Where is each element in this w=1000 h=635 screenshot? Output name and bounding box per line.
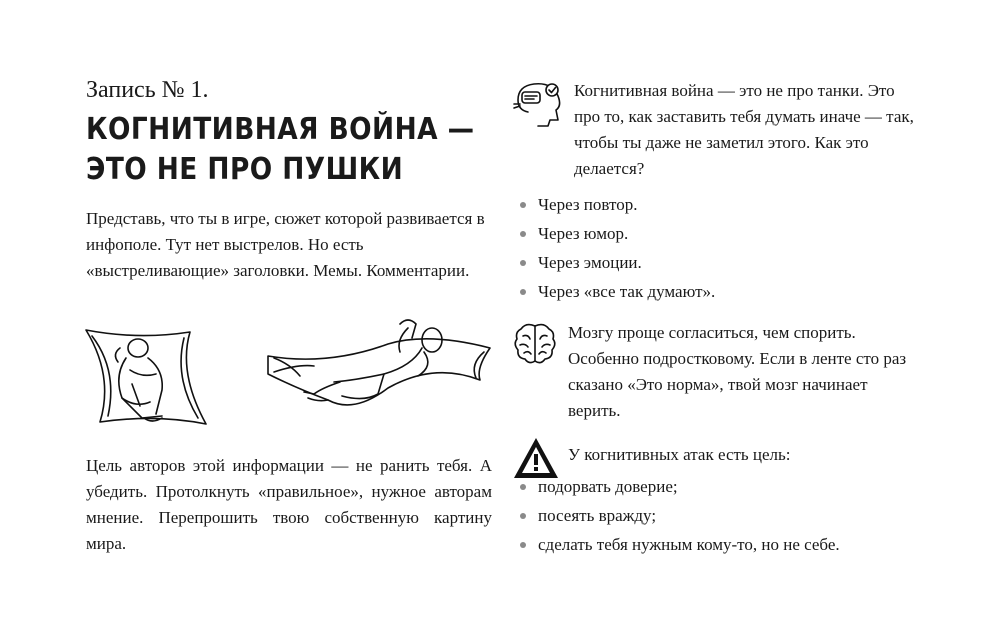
list-item-text: сделать тебя нужным кому-то, но не себе.: [538, 535, 840, 554]
right-column: [512, 76, 922, 559]
list-item-text: Через «все так думают».: [538, 282, 716, 301]
title-line-2: ЭТО НЕ ПРО ПУШКИ: [86, 152, 404, 187]
list-item: [512, 248, 922, 277]
left-column: [86, 76, 496, 284]
list-item-text: посеять вражду;: [538, 506, 657, 525]
head-with-thought-icon: [512, 76, 566, 135]
list-item-text: подорвать доверие;: [538, 477, 678, 496]
brain-icon: [512, 320, 558, 371]
list-item-text: Через юмор.: [538, 224, 629, 243]
bullet-dot: [520, 542, 526, 548]
block-brain: [512, 320, 922, 424]
bullet-dot: [520, 260, 526, 266]
block-goals: [512, 436, 922, 468]
list-item: [512, 277, 922, 306]
intro-paragraph: Представь, что ты в игре, сюжет которой развивается в инфополе. Тут нет выстрелов. Но есть «выстреливающие» заголовки. Мемы. Комментарии.: [86, 209, 485, 280]
list-item: [512, 530, 922, 559]
list-item: [512, 190, 922, 219]
block-cognitive-war-text: Когнитивная война — это не про танки. Это про то, как заставить тебя думать иначе — так, чтобы ты даже не заметил этого. Как это делается?: [574, 81, 914, 178]
block-brain-text: Мозгу проще согласиться, чем спорить. Особенно подростковому. Если в ленте сто раз сказано «Это норма», твой мозг начинает верить.: [568, 323, 907, 420]
bullet-dot: [520, 484, 526, 490]
bullet-dot: [520, 231, 526, 237]
outro-paragraph: Цель авторов этой информации — не ранить тебя. А убедить. Протолкнуть «правильное», нужное авторам мнение. Перепрошить твою собственную картину мира.: [86, 456, 492, 553]
list-item-text: Через повтор.: [538, 195, 638, 214]
illustration-svg: [78, 318, 498, 438]
title-line-1: КОГНИТИВНАЯ ВОЙНА —: [86, 112, 475, 147]
page-title: [86, 110, 491, 190]
list-item: [512, 219, 922, 248]
bullet-dot: [520, 202, 526, 208]
list-item: [512, 501, 922, 530]
block-cognitive-war: [512, 76, 922, 182]
two-figures-in-fabric-illustration: [78, 318, 498, 438]
list-item-text: Через эмоции.: [538, 253, 642, 272]
method-list: [512, 190, 922, 306]
goals-list: [512, 472, 922, 559]
block-goals-text: У когнитивных атак есть цель:: [568, 445, 791, 464]
bullet-dot: [520, 513, 526, 519]
record-label: Запись № 1.: [86, 77, 209, 103]
list-item: [512, 472, 922, 501]
bullet-dot: [520, 289, 526, 295]
